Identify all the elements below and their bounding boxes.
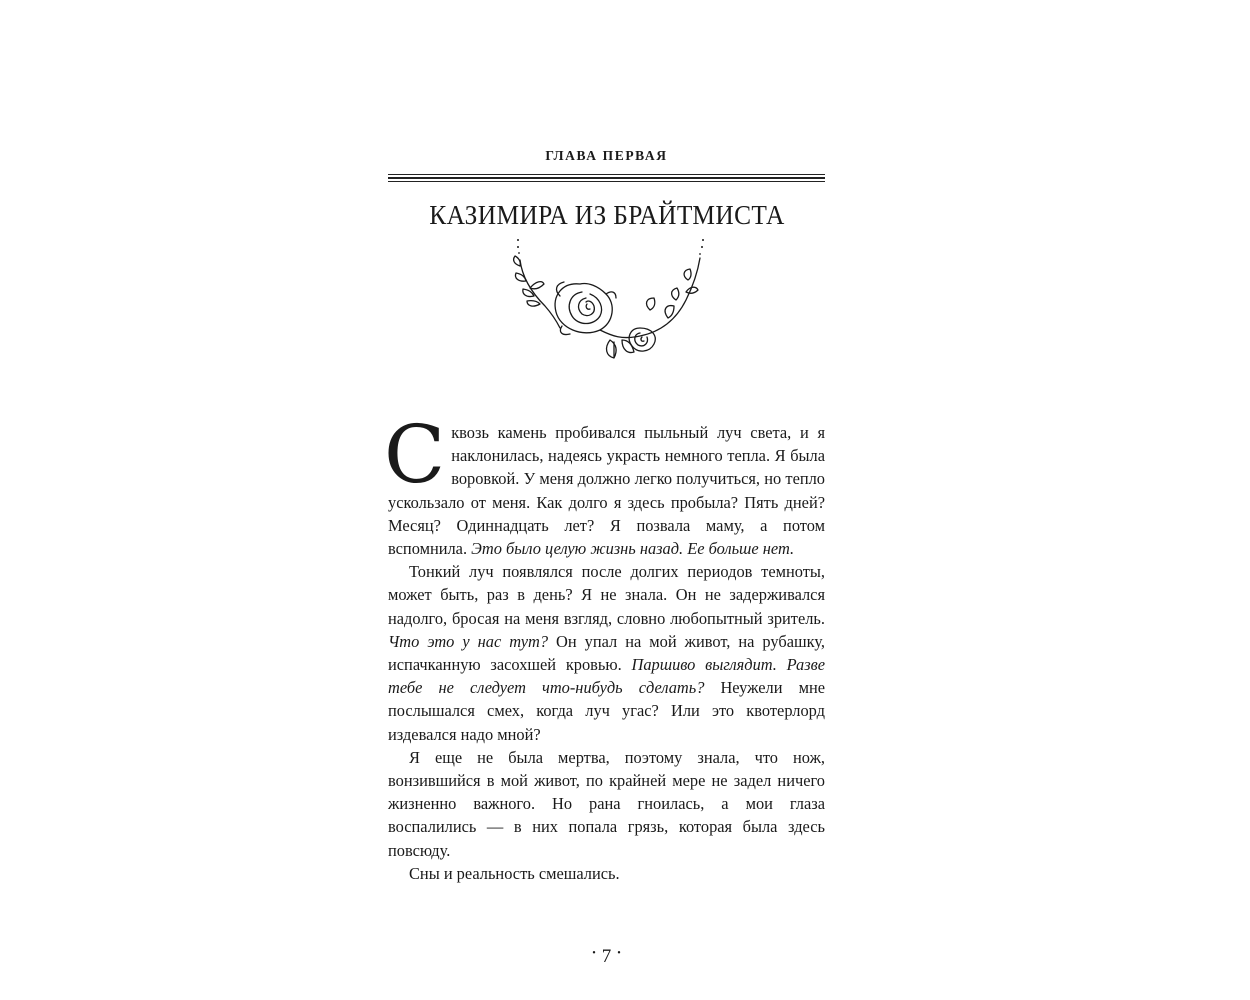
text-segment: Сны и реальность смешались.: [409, 863, 620, 883]
paragraph: [384, 408, 825, 560]
paragraph: [388, 862, 825, 885]
text-segment: Тонкий луч появлялся после долгих периодов темноты, может быть, раз в день? Я не знала. Он не задерживался надолго, бросая на меня взгляд, словно любопытный зритель.: [388, 562, 825, 628]
italic-text: Паршиво выглядит. Разве тебе не следует что-нибудь сделать?: [388, 655, 826, 698]
text-segment: Я еще не была мертва, поэтому знала, что нож, вонзившийся в мой живот, по крайней мере не задел ничего жизненно важного. Но рана гноилась, а мои глаза воспалились — в них попала грязь, которая была здесь повсюду.: [388, 747, 825, 860]
paragraph: [388, 560, 825, 746]
body-text: [384, 408, 826, 885]
running-head: ГЛАВА ПЕРВАЯ: [545, 148, 668, 163]
drop-cap: С: [384, 408, 446, 501]
italic-text: Это было целую жизнь назад. Ее больше нет.: [471, 539, 795, 559]
page-number: [388, 946, 825, 968]
header-rule: [388, 177, 825, 179]
text-segment: Неужели мне послышался смех, когда луч угас? Или это квотерлорд издевался надо мной?: [388, 678, 825, 744]
folio-dot: •: [617, 948, 621, 959]
chapter-title: КАЗИМИРА ИЗ БРАЙТМИСТА: [429, 200, 785, 230]
italic-text: Что это у нас тут?: [388, 631, 549, 651]
book-page: [384, 0, 826, 1000]
text-segment: квозь камень пробивался пыльный луч света, и я наклонилась, надеясь украсть немного тепла. Я была воровкой. У меня должно легко получиться, но тепло ускользало от меня. Как долго я здесь пробыла? Пять дней? Месяц? Одиннадцать лет? Я позвала маму, а потом вспомнила.: [388, 423, 825, 559]
rose-wreath-icon: [490, 236, 720, 376]
paragraph: [388, 746, 825, 862]
text-segment: Он упал на мой живот, на рубашку, испачканную засохшей кровью.: [388, 631, 825, 675]
header-rule: [388, 174, 825, 175]
folio-dot: •: [592, 948, 596, 959]
header-rule: [388, 181, 825, 182]
page-number-value: 7: [601, 946, 612, 967]
